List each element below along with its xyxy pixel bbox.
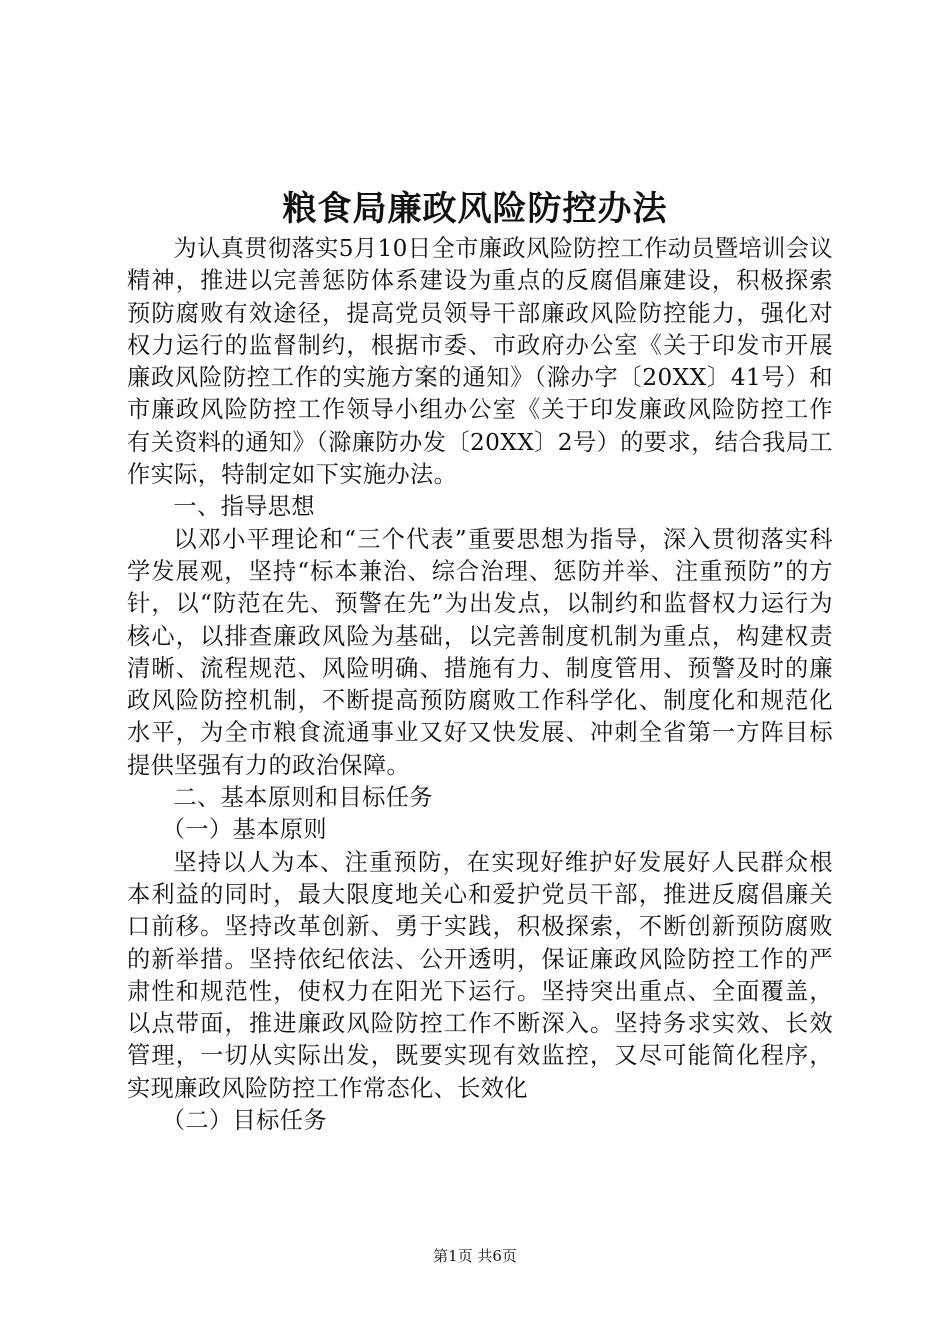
subsection-heading-basic-principles: （一）基本原则 <box>161 816 327 844</box>
basic-principles-paragraph: 坚持以人为本、注重预防，在实现好维护好发展好人民群众根本利益的同时，最大限度地关心和爱护党员干部，推进反腐倡廉关口前移。坚持改革创新、勇于实践，积极探索，不断创新预防腐败的新举措。坚持依纪依法、公开透明，保证廉政风险防控工作的严肃性和规范性，使权力在阳光下运行。坚持突出重点、全面覆盖，以点带面，推进廉政风险防控工作不断深入。坚持务求实效、长效管理，一切从实际出发，既要实现有效监控，又尽可能简化程序，实现廉政风险防控工作常态化、长效化 <box>127 848 833 1102</box>
intro-paragraph: 为认真贯彻落实5月10日全市廉政风险防控工作动员暨培训会议精神，推进以完善惩防体系建设为重点的反腐倡廉建设，积极探索预防腐败有效途径，提高党员领导干部廉政风险防控能力，强化对权力运行的监督制约，根据市委、市政府办公室《关于印发市开展廉政风险防控工作的实施方案的通知》（滁办字〔20XX〕41号）和市廉政风险防控工作领导小组办公室《关于印发廉政风险防控工作有关资料的通知》（滁廉防办发〔20XX〕2号）的要求，结合我局工作实际，特制定如下实施办法。 <box>127 235 833 489</box>
subsection-heading-target-tasks: （二）目标任务 <box>161 1107 327 1135</box>
section-heading-guiding-ideology: 一、指导思想 <box>173 493 315 521</box>
guiding-ideology-paragraph: 以邓小平理论和“三个代表”重要思想为指导，深入贯彻落实科学发展观，坚持“标本兼治、综合治理、惩防并举、注重预防”的方针，以“防范在先、预警在先”为出发点，以制约和监督权力运行为核心，以排查廉政风险为基础，以完善制度机制为重点，构建权责清晰、流程规范、风险明确、措施有力、制度管用、预警及时的廉政风险防控机制，不断提高预防腐败工作科学化、制度化和规范化水平，为全市粮食流通事业又好又快发展、冲刺全省第一方阵目标提供坚强有力的政治保障。 <box>127 525 833 779</box>
section-heading-principles-goals: 二、基本原则和目标任务 <box>173 784 433 812</box>
page-number-footer: 第1页 共6页 <box>433 1247 517 1265</box>
document-body <box>127 233 833 1137</box>
document-title: 粮食局廉政风险防控办法 <box>282 189 668 229</box>
